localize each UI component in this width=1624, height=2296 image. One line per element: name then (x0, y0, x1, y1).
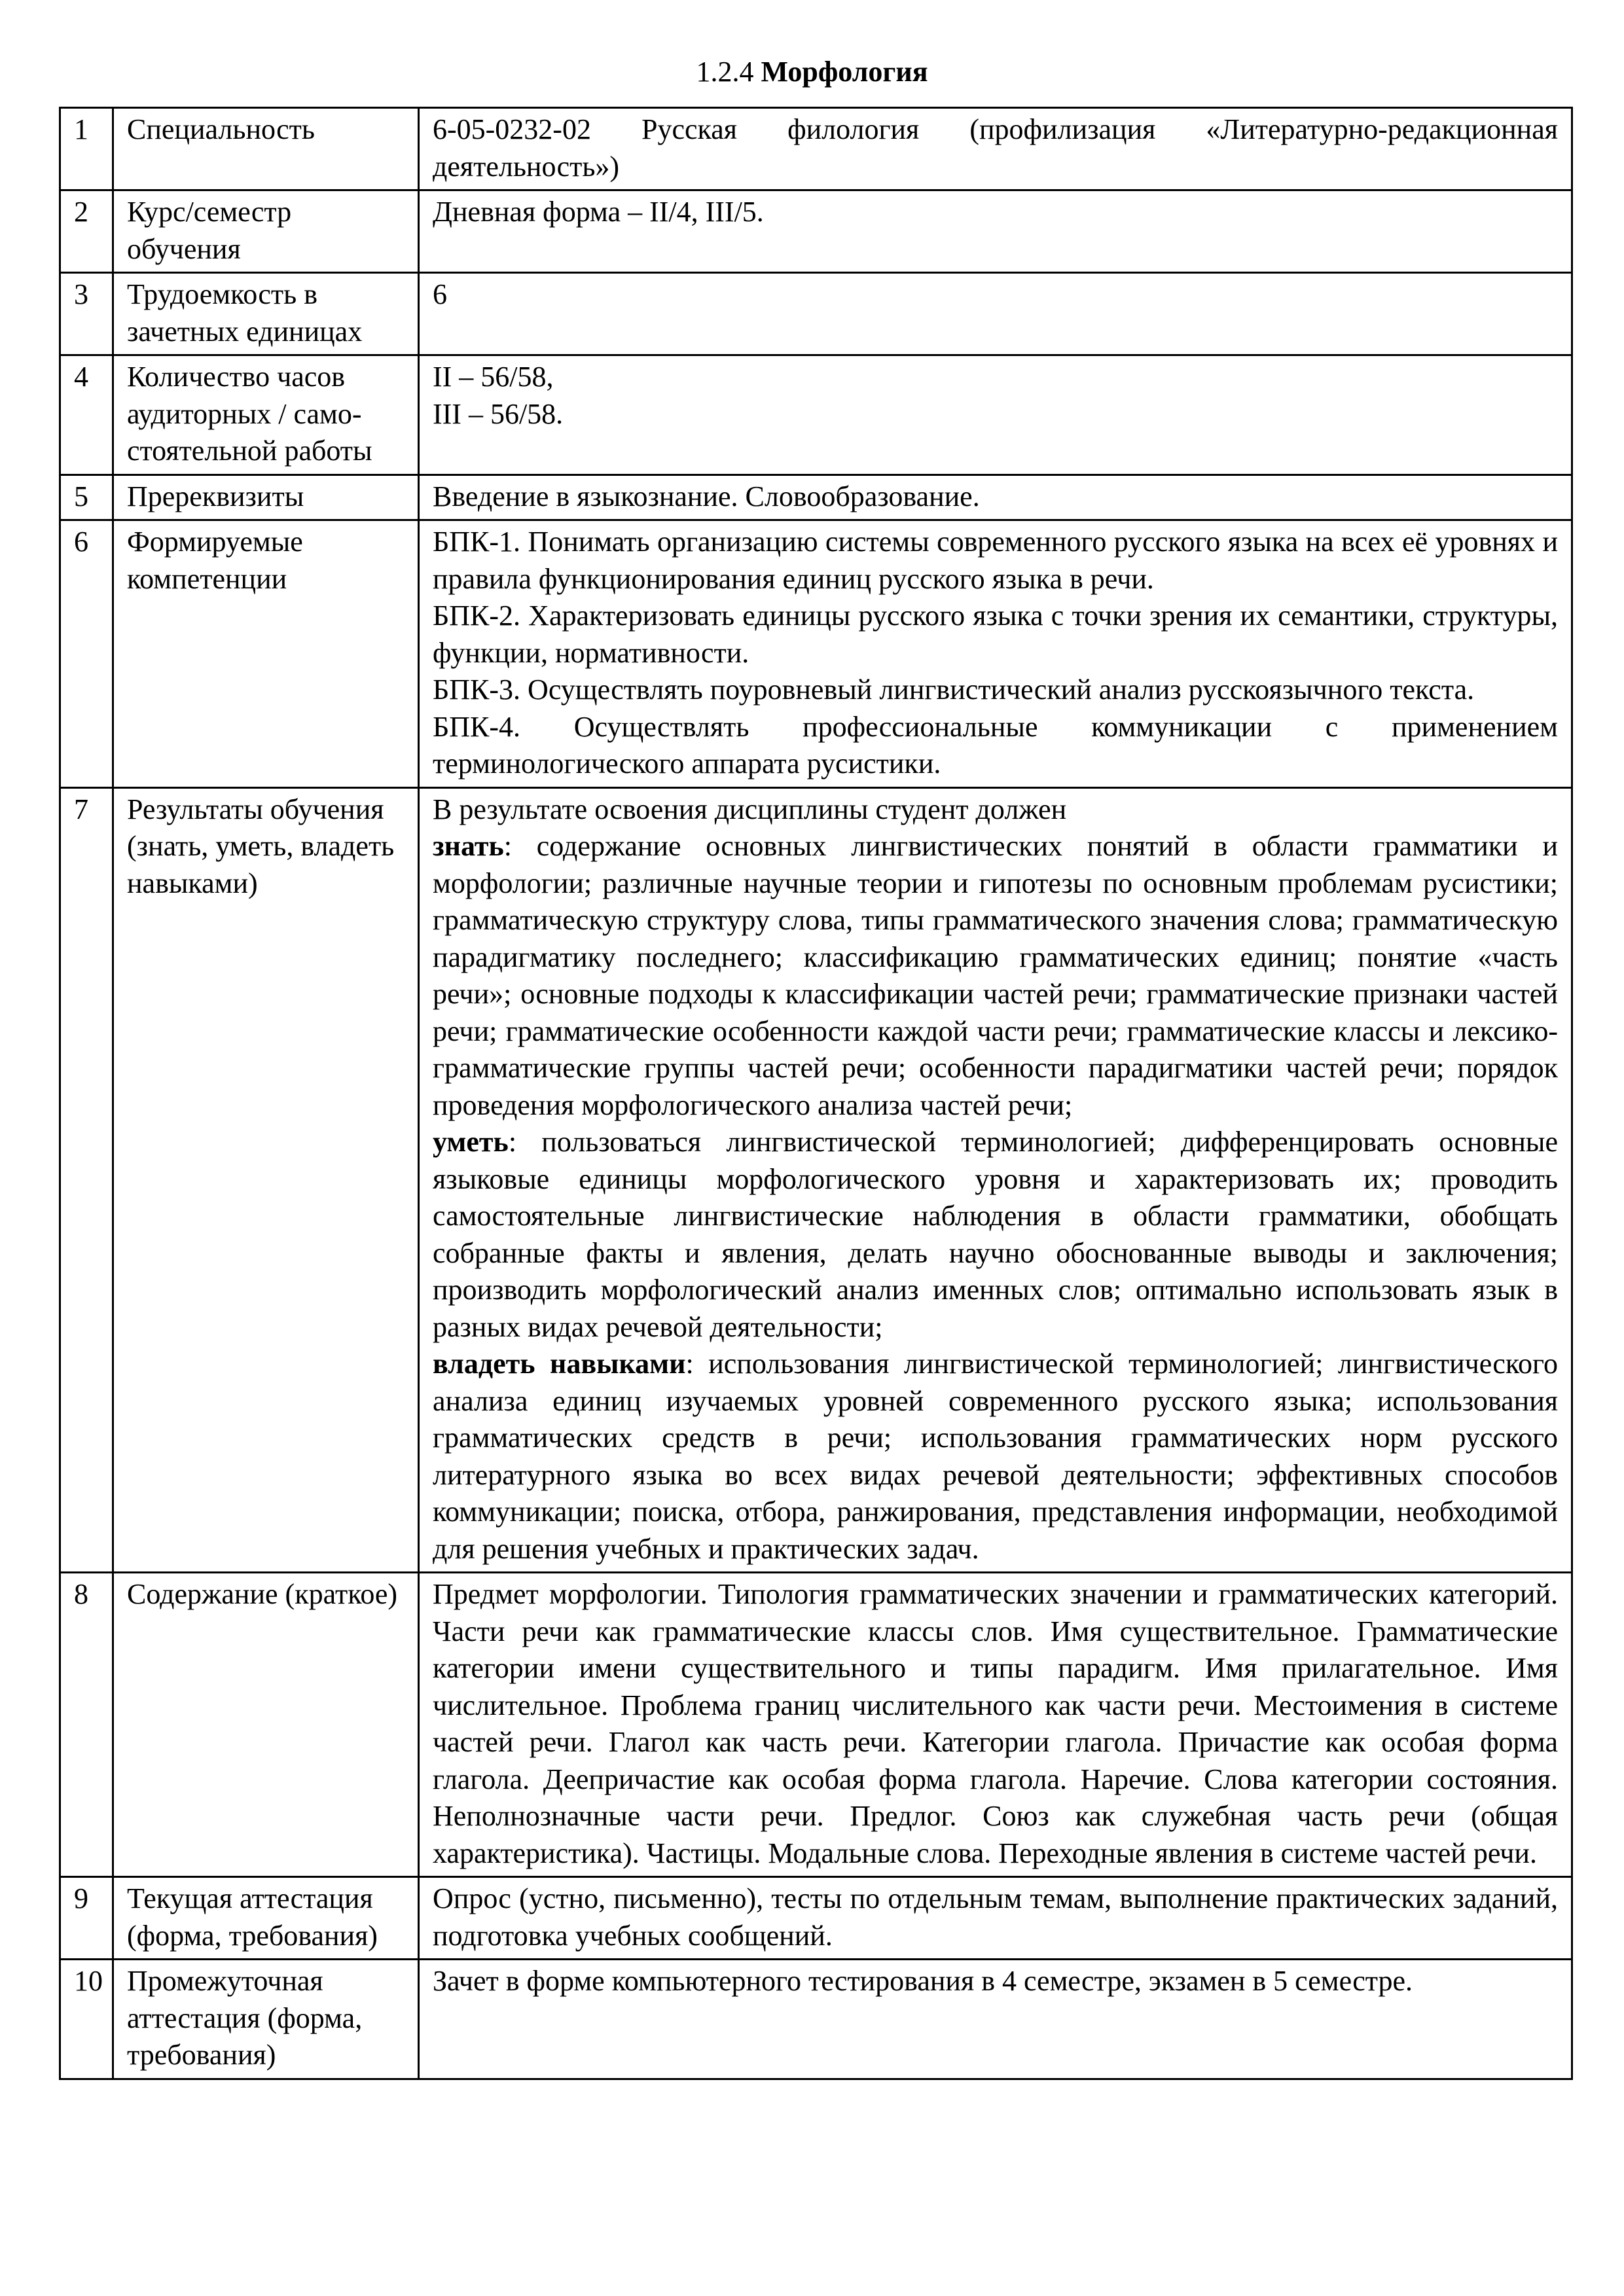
table-row (60, 190, 1572, 273)
row-field: Содержание (краткое) (113, 1573, 419, 1877)
results-can (433, 1124, 1558, 1346)
table-row (60, 1877, 1572, 1960)
row-value (419, 520, 1572, 788)
syllabus-table (59, 107, 1573, 2080)
row-field: Результаты обучения (знать, уметь, владеть навыками) (113, 787, 419, 1573)
title-text: Морфология (761, 56, 928, 88)
results-skill (433, 1346, 1558, 1568)
skill-text: : использования лингвистической терминологией; лингвистического анализа единиц изучаемых уровней современного русского языка; использования грамматических средств в речи; использования грамматических норм русского литературного языка во всех видах речевой деятельности; эффективных способов коммуникации; поиска, отбора, ранжирования, представления информации, необходимой для решения учебных и практических задач. (433, 1348, 1558, 1565)
row-number: 10 (60, 1960, 113, 2079)
table-row (60, 1960, 1572, 2079)
row-value: Предмет морфологии. Типология грамматических значении и грамматических категорий. Части речи как грамматические классы слов. Имя существительное. Грамматические категории имени существительного и типы парадигм. Имя прилагательное. Имя числительное. Проблема границ числительного как части речи. Местоимения в системе частей речи. Глагол как часть речи. Категории глагола. Причастие как особая форма глагола. Деепричастие как особая форма глагола. Наречие. Слова категории состояния. Неполнозначные части речи. Предлог. Союз как служебная часть речи (общая характеристика). Частицы. Модальные слова. Переходные явления в системе частей речи. (419, 1573, 1572, 1877)
table-row (60, 787, 1572, 1573)
table-row (60, 273, 1572, 355)
document-title (0, 52, 1624, 92)
row-number: 7 (60, 787, 113, 1573)
table-row (60, 108, 1572, 190)
competence-item: БПК-4. Осуществлять профессиональные коммуникации с применением терминологического аппарата русистики. (433, 710, 1558, 780)
row-value (419, 787, 1572, 1573)
can-text: : пользоваться лингвистической терминологией; дифференцировать основные языковые единицы морфологического уровня и характеризовать их; проводить самостоятельные лингвистические наблюдения в области грамматики, обобщать собранные факты и явления, делать научно обоснованные выводы и заключения; производить морфологический анализ именных слов; оптимально использовать язык в разных видах речевой деятельности; (433, 1126, 1558, 1343)
results-intro: В результате освоения дисциплины студент должен (433, 793, 1067, 825)
skill-label: владеть навыками (433, 1348, 686, 1380)
row-number: 1 (60, 108, 113, 190)
row-number: 3 (60, 273, 113, 355)
title-number: 1.2.4 (696, 56, 754, 88)
row-field: Курс/семестр обучения (113, 190, 419, 273)
value-line: III – 56/58. (433, 397, 564, 430)
table-row (60, 1573, 1572, 1877)
row-value: 6-05-0232-02 Русская филология (профилизация «Литературно-редакционная деятельность») (419, 108, 1572, 190)
row-field: Пререквизиты (113, 475, 419, 520)
row-number: 9 (60, 1877, 113, 1960)
value-line: II – 56/58, (433, 361, 554, 393)
row-value: Опрос (устно, письменно), тесты по отдельным темам, выполнение практических заданий, подготовка учебных сообщений. (419, 1877, 1572, 1960)
table-row (60, 475, 1572, 520)
competence-item: БПК-2. Характеризовать единицы русского языка с точки зрения их семантики, структуры, функции, нормативности. (433, 600, 1558, 669)
row-value: Введение в языкознание. Словообразование. (419, 475, 1572, 520)
row-value: 6 (419, 273, 1572, 355)
row-number: 2 (60, 190, 113, 273)
row-field: Текущая аттестация (форма, требования) (113, 1877, 419, 1960)
row-number: 5 (60, 475, 113, 520)
competence-item: БПК-3. Осуществлять поуровневый лингвистический анализ русскоязычного текста. (433, 673, 1475, 706)
row-field: Формируемые компетенции (113, 520, 419, 788)
row-field: Трудоемкость в зачетных единицах (113, 273, 419, 355)
competence-item: БПК-1. Понимать организацию системы современного русского языка на всех её уровнях и правила функционирования единиц русского языка в речи. (433, 526, 1558, 595)
table-row (60, 520, 1572, 788)
know-label: знать (433, 830, 504, 862)
can-label: уметь (433, 1126, 509, 1158)
row-value (419, 355, 1572, 475)
row-number: 4 (60, 355, 113, 475)
row-field: Специальность (113, 108, 419, 190)
row-value: Зачет в форме компьютерного тестирования в 4 семестре, экзамен в 5 семестре. (419, 1960, 1572, 2079)
row-number: 6 (60, 520, 113, 788)
know-text: : содержание основных лингвистических понятий в области грамматики и морфологии; различные научные теории и гипотезы по основным проблемам русистики; грамматическую структуру слова, типы грамматического значения слова; грамматическую парадигматику последнего; классификацию грамматических единиц; понятие «часть речи»; основные подходы к классификации частей речи; грамматические признаки частей речи; грамматические особенности каждой части речи; грамматические классы и лексико-грамматические группы частей речи; особенности парадигматики частей речи; порядок проведения морфологического анализа частей речи; (433, 830, 1558, 1121)
table-row (60, 355, 1572, 475)
row-value: Дневная форма – II/4, III/5. (419, 190, 1572, 273)
row-field: Промежуточная аттестация (форма, требования) (113, 1960, 419, 2079)
row-number: 8 (60, 1573, 113, 1877)
row-field: Количество часов аудиторных / само-стоятельной работы (113, 355, 419, 475)
results-know (433, 828, 1558, 1124)
